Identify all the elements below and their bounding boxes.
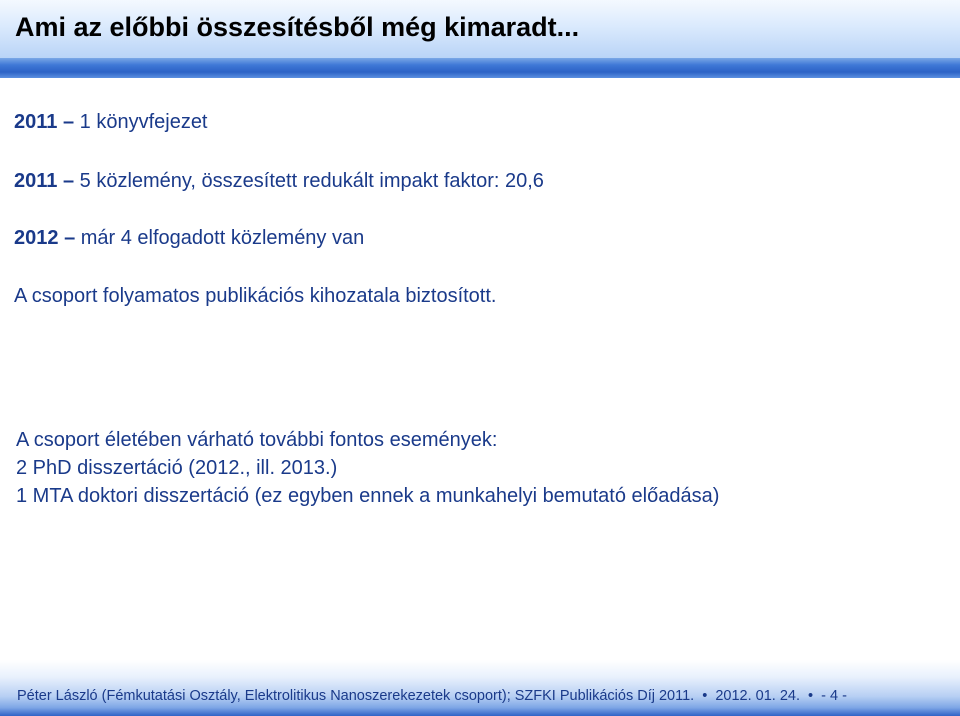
slide-title: Ami az előbbi összesítésből még kimaradt... xyxy=(15,12,580,42)
event-item: 2 PhD disszertáció (2012., ill. 2013.) xyxy=(16,457,338,479)
stat-dash: – xyxy=(62,111,75,133)
stat-line-1 xyxy=(14,111,208,134)
footer-bullet: • xyxy=(702,688,708,704)
title-stripe xyxy=(0,58,960,78)
summary-line: A csoport folyamatos publikációs kihozatala biztosított. xyxy=(14,285,497,307)
stat-text: 1 könyvfejezet xyxy=(79,111,208,133)
events-heading: A csoport életében várható további fontos események: xyxy=(16,429,498,451)
footer-date: 2012. 01. 24. xyxy=(715,688,801,704)
footer-bullet: • xyxy=(808,688,814,704)
stat-dash: – xyxy=(62,170,75,192)
stat-line-2 xyxy=(14,170,544,193)
stat-year: 2012 xyxy=(14,227,59,249)
stat-dash: – xyxy=(64,227,76,249)
events-block xyxy=(16,426,719,510)
stat-text: már 4 elfogadott közlemény van xyxy=(80,227,365,249)
stat-year: 2011 xyxy=(14,170,58,192)
stat-text: 5 közlemény, összesített redukált impakt faktor: 20,6 xyxy=(79,170,544,192)
footer xyxy=(17,688,847,704)
event-item: 1 MTA doktori disszertáció (ez egyben ennek a munkahelyi bemutató előadása) xyxy=(16,485,720,507)
stat-line-3 xyxy=(14,227,364,250)
title-bar xyxy=(0,0,960,58)
footer-author: Péter László (Fémkutatási Osztály, Elektrolitikus Nanoszerekezetek csoport); SZFKI Publikációs Díj 2011. xyxy=(17,688,695,704)
footer-page-number: - 4 - xyxy=(821,688,847,704)
stat-year: 2011 xyxy=(14,111,58,133)
